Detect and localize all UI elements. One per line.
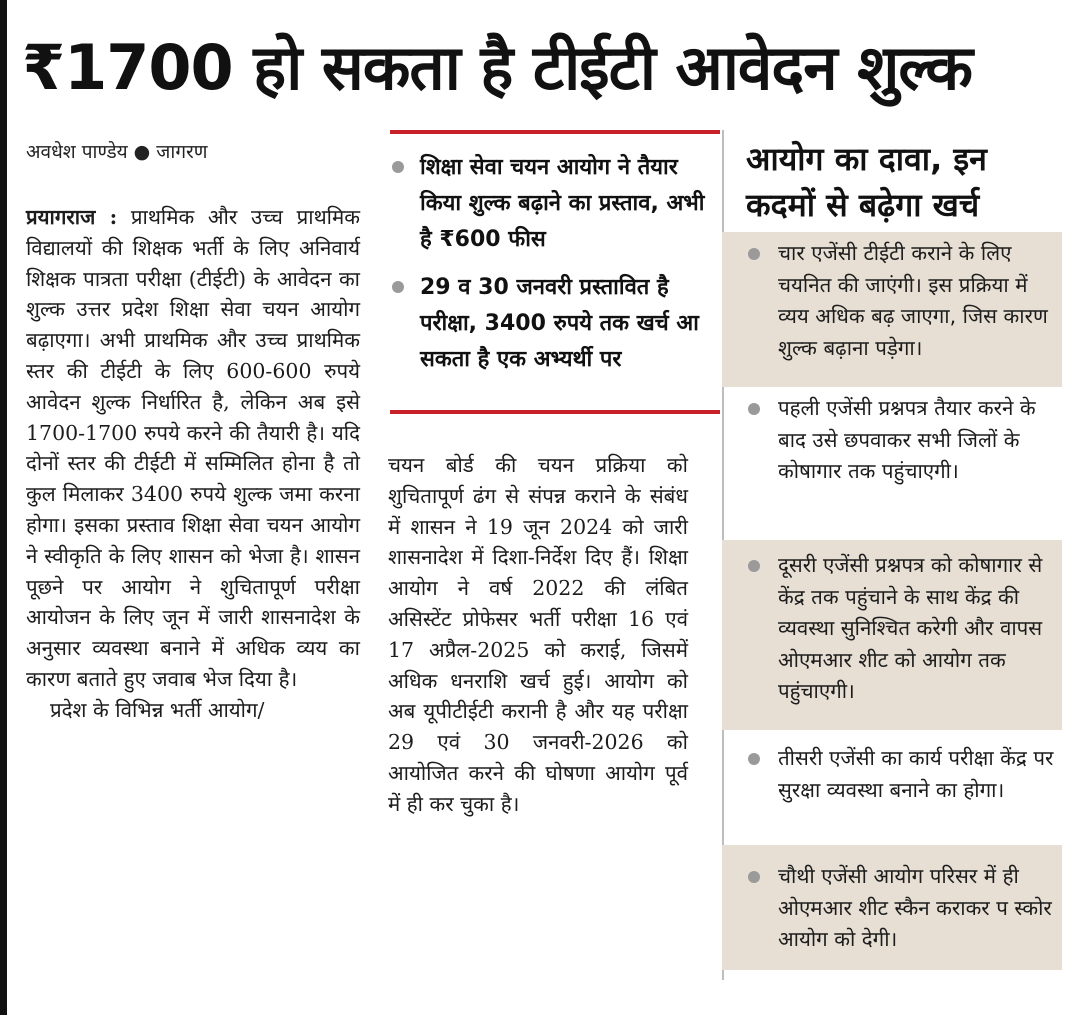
highlight-rule-top [390,130,720,134]
byline: अवधेश पाण्डेय ● जागरण [26,141,208,163]
headline: ₹1700 हो सकता है टीईटी आवेदन शुल्क [22,31,972,104]
highlight-rule-bottom [390,410,720,414]
bullet-icon [748,403,760,415]
sidebar-title: आयोग का दावा, इन कदमों से बढ़ेगा खर्च [746,140,987,224]
bullet-icon [748,871,760,883]
bullet-icon [392,161,404,173]
article-column-1 [26,202,360,726]
article-paragraph-1: प्राथमिक और उच्च प्राथमिक विद्यालयों की शिक्षक भर्ती के लिए अनिवार्य शिक्षक पात्रता परीक्षा (टीईटी) के आवेदन का शुल्क उत्तर प्रदेश शिक्षा सेवा चयन आयोग बढ़ाएगा। अभी प्राथमिक और उच्च प्राथमिक स्तर की टीईटी के लिए 600-600 रुपये आवेदन शुल्क निर्धारित है, लेकिन अब इसे 1700-1700 रुपये करने की तैयारी है। यदि दोनों स्तर की टीईटी में सम्मिलित होना है तो कुल मिलाकर 3400 रुपये शुल्क जमा करना होगा। इसका प्रस्ताव शिक्षा सेवा चयन आयोग ने स्वीकृति के लिए शासन को भेजा है। शासन पूछने पर आयोग ने शुचितापूर्ण परीक्षा आयोजन के लिए जून में जारी शासनादेश के अनुसार व्यवस्था बनाने में अधिक व्यय का कारण बताते हुए जवाब भेज दिया है। [26,205,360,691]
sidebar-item: तीसरी एजेंसी का कार्य परीक्षा केंद्र पर सुरक्षा व्यवस्था बनाने का होगा। [740,743,1060,851]
sidebar-item: चौथी एजेंसी आयोग परिसर में ही ओएमआर शीट स्कैन कराकर प स्कोर आयोग को देगी। [740,861,1060,956]
bullet-icon [748,560,760,572]
highlights-box [388,150,708,390]
article-paragraph-2: प्रदेश के विभिन्न भर्ती आयोग/ [50,697,265,722]
page-left-border [0,0,7,1015]
article-column-2 [388,450,688,820]
bullet-icon [748,753,760,765]
article-paragraph-3: चयन बोर्ड की चयन प्रक्रिया को शुचितापूर्ण ढंग से संपन्न कराने के संबंध में शासन ने 19 जून 2024 को जारी शासनादेश में दिशा-निर्देश दिए हैं। शिक्षा आयोग ने वर्ष 2022 की लंबित असिस्टेंट प्रोफेसर भर्ती परीक्षा 16 एवं 17 अप्रैल-2025 को कराई, जिसमें अधिक धनराशि खर्च हुई। आयोग को अब यूपीटीईटी करानी है और यह परीक्षा 29 एवं 30 जनवरी-2026 को आयोजित करने की घोषणा आयोग पूर्व में ही कर चुका है। [388,453,688,816]
sidebar-item: पहली एजेंसी प्रश्नपत्र तैयार करने के बाद उसे छपवाकर सभी जिलों के कोषागार तक पहुंचाएगी। [740,393,1060,540]
sidebar-item: दूसरी एजेंसी प्रश्नपत्र को कोषागार से केंद्र तक पहुंचाने के साथ केंद्र की व्यवस्था सुनिश्चित करेगी और वापस ओएमआर शीट को आयोग तक पहुंचाएगी। [740,550,1060,733]
dateline: प्रयागराज : [26,205,118,229]
sidebar-list [740,238,1060,966]
sidebar-item: चार एजेंसी टीईटी कराने के लिए चयनित की जाएंगी। इस प्रक्रिया में व्यय अधिक बढ़ जाएगा, जिस कारण शुल्क बढ़ाना पड़ेगा। [740,238,1060,383]
highlight-item: 29 व 30 जनवरी प्रस्तावित है परीक्षा, 3400 रुपये तक खर्च आ सकता है एक अभ्यर्थी पर [388,270,708,378]
bullet-icon [748,248,760,260]
bullet-icon [392,281,404,293]
highlight-item: शिक्षा सेवा चयन आयोग ने तैयार किया शुल्क बढ़ाने का प्रस्ताव, अभी है ₹600 फीस [388,150,708,258]
